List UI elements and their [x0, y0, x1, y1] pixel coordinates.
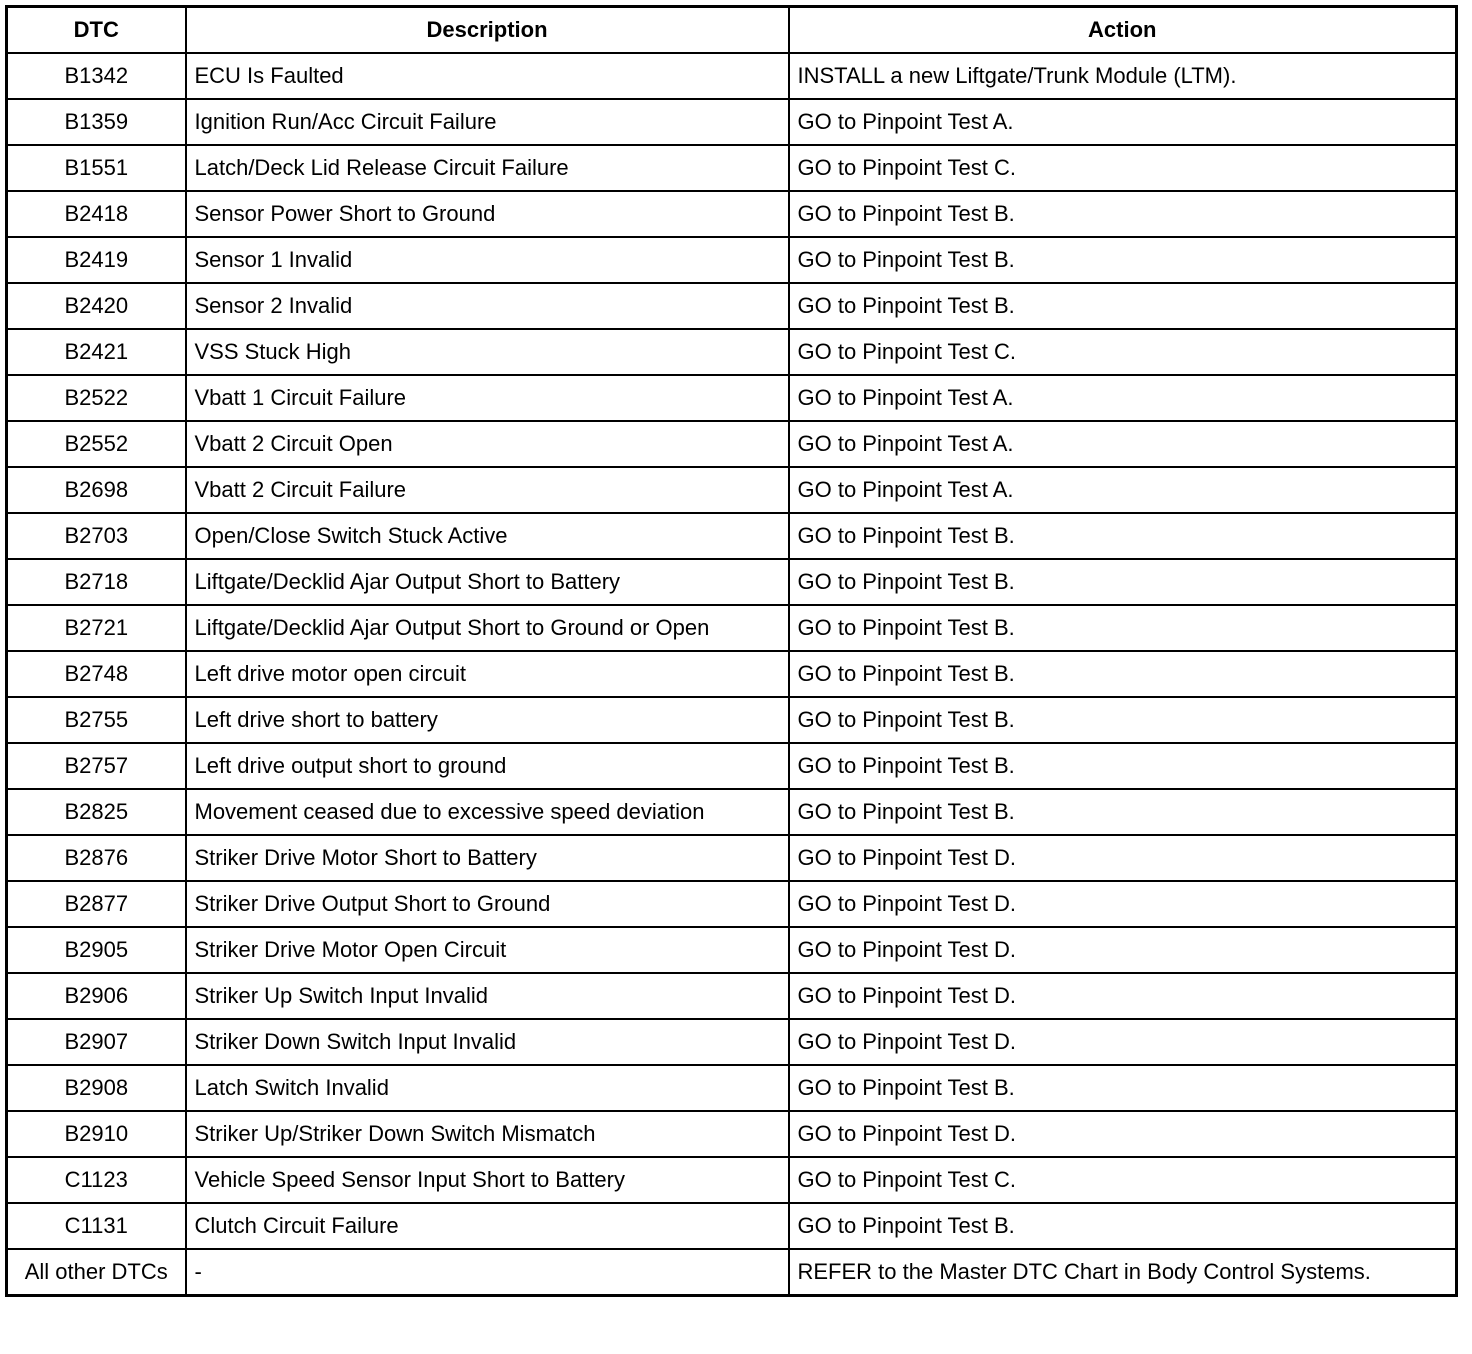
description-cell: Vbatt 1 Circuit Failure — [186, 375, 789, 421]
table-row — [7, 329, 1457, 375]
description-cell: Striker Drive Motor Short to Battery — [186, 835, 789, 881]
description-cell: Latch/Deck Lid Release Circuit Failure — [186, 145, 789, 191]
dtc-cell: B2721 — [7, 605, 186, 651]
description-cell: Liftgate/Decklid Ajar Output Short to Ground or Open — [186, 605, 789, 651]
table-row — [7, 743, 1457, 789]
header-dtc: DTC — [7, 7, 186, 54]
action-cell: GO to Pinpoint Test B. — [789, 237, 1457, 283]
table-row — [7, 99, 1457, 145]
dtc-cell: B2718 — [7, 559, 186, 605]
dtc-cell: B2908 — [7, 1065, 186, 1111]
dtc-cell: B2910 — [7, 1111, 186, 1157]
description-cell: - — [186, 1249, 789, 1296]
description-cell: Striker Down Switch Input Invalid — [186, 1019, 789, 1065]
header-action: Action — [789, 7, 1457, 54]
description-cell: Left drive motor open circuit — [186, 651, 789, 697]
dtc-cell: B2757 — [7, 743, 186, 789]
dtc-cell: B2876 — [7, 835, 186, 881]
description-cell: Striker Up Switch Input Invalid — [186, 973, 789, 1019]
action-cell: GO to Pinpoint Test A. — [789, 421, 1457, 467]
description-cell: Open/Close Switch Stuck Active — [186, 513, 789, 559]
action-cell: GO to Pinpoint Test D. — [789, 881, 1457, 927]
action-cell: GO to Pinpoint Test C. — [789, 329, 1457, 375]
action-cell: GO to Pinpoint Test A. — [789, 99, 1457, 145]
action-cell: GO to Pinpoint Test B. — [789, 191, 1457, 237]
table-row — [7, 927, 1457, 973]
dtc-cell: B2552 — [7, 421, 186, 467]
description-cell: Left drive output short to ground — [186, 743, 789, 789]
description-cell: Latch Switch Invalid — [186, 1065, 789, 1111]
table-row — [7, 835, 1457, 881]
dtc-cell: B2703 — [7, 513, 186, 559]
action-cell: GO to Pinpoint Test D. — [789, 1111, 1457, 1157]
action-cell: REFER to the Master DTC Chart in Body Control Systems. — [789, 1249, 1457, 1296]
action-cell: GO to Pinpoint Test B. — [789, 1065, 1457, 1111]
action-cell: GO to Pinpoint Test A. — [789, 467, 1457, 513]
table-row — [7, 973, 1457, 1019]
dtc-cell: B1342 — [7, 53, 186, 99]
table-row — [7, 1157, 1457, 1203]
description-cell: Striker Up/Striker Down Switch Mismatch — [186, 1111, 789, 1157]
table-row — [7, 559, 1457, 605]
table-row — [7, 1065, 1457, 1111]
dtc-cell: B2420 — [7, 283, 186, 329]
table-row — [7, 53, 1457, 99]
table-row — [7, 651, 1457, 697]
header-description: Description — [186, 7, 789, 54]
table-row — [7, 1019, 1457, 1065]
dtc-cell: B2522 — [7, 375, 186, 421]
table-row — [7, 513, 1457, 559]
dtc-cell: All other DTCs — [7, 1249, 186, 1296]
action-cell: GO to Pinpoint Test B. — [789, 743, 1457, 789]
table-row — [7, 191, 1457, 237]
action-cell: GO to Pinpoint Test B. — [789, 559, 1457, 605]
table-row — [7, 145, 1457, 191]
dtc-cell: C1131 — [7, 1203, 186, 1249]
table-row — [7, 1203, 1457, 1249]
action-cell: GO to Pinpoint Test B. — [789, 513, 1457, 559]
table-row — [7, 697, 1457, 743]
action-cell: GO to Pinpoint Test D. — [789, 973, 1457, 1019]
description-cell: Vehicle Speed Sensor Input Short to Battery — [186, 1157, 789, 1203]
dtc-cell: B2755 — [7, 697, 186, 743]
dtc-cell: B2905 — [7, 927, 186, 973]
dtc-cell: B2698 — [7, 467, 186, 513]
description-cell: Sensor 2 Invalid — [186, 283, 789, 329]
action-cell: GO to Pinpoint Test B. — [789, 789, 1457, 835]
dtc-cell: C1123 — [7, 1157, 186, 1203]
dtc-cell: B2825 — [7, 789, 186, 835]
action-cell: GO to Pinpoint Test B. — [789, 1203, 1457, 1249]
description-cell: Movement ceased due to excessive speed deviation — [186, 789, 789, 835]
description-cell: ECU Is Faulted — [186, 53, 789, 99]
dtc-cell: B2877 — [7, 881, 186, 927]
action-cell: GO to Pinpoint Test D. — [789, 1019, 1457, 1065]
header-row — [7, 7, 1457, 54]
table-row — [7, 421, 1457, 467]
table-row — [7, 467, 1457, 513]
dtc-cell: B2907 — [7, 1019, 186, 1065]
dtc-cell: B2419 — [7, 237, 186, 283]
dtc-cell: B1551 — [7, 145, 186, 191]
table-row — [7, 283, 1457, 329]
action-cell: GO to Pinpoint Test B. — [789, 283, 1457, 329]
description-cell: Striker Drive Output Short to Ground — [186, 881, 789, 927]
action-cell: INSTALL a new Liftgate/Trunk Module (LTM). — [789, 53, 1457, 99]
dtc-cell: B2421 — [7, 329, 186, 375]
table-row — [7, 1249, 1457, 1296]
description-cell: Sensor Power Short to Ground — [186, 191, 789, 237]
dtc-table — [5, 5, 1458, 1297]
table-row — [7, 375, 1457, 421]
description-cell: Ignition Run/Acc Circuit Failure — [186, 99, 789, 145]
table-row — [7, 237, 1457, 283]
action-cell: GO to Pinpoint Test D. — [789, 835, 1457, 881]
action-cell: GO to Pinpoint Test C. — [789, 145, 1457, 191]
description-cell: Left drive short to battery — [186, 697, 789, 743]
table-row — [7, 605, 1457, 651]
table-row — [7, 789, 1457, 835]
description-cell: Striker Drive Motor Open Circuit — [186, 927, 789, 973]
description-cell: VSS Stuck High — [186, 329, 789, 375]
dtc-cell: B2906 — [7, 973, 186, 1019]
dtc-cell: B1359 — [7, 99, 186, 145]
description-cell: Liftgate/Decklid Ajar Output Short to Battery — [186, 559, 789, 605]
description-cell: Vbatt 2 Circuit Open — [186, 421, 789, 467]
dtc-cell: B2418 — [7, 191, 186, 237]
action-cell: GO to Pinpoint Test B. — [789, 605, 1457, 651]
table-row — [7, 1111, 1457, 1157]
action-cell: GO to Pinpoint Test C. — [789, 1157, 1457, 1203]
action-cell: GO to Pinpoint Test B. — [789, 697, 1457, 743]
description-cell: Vbatt 2 Circuit Failure — [186, 467, 789, 513]
description-cell: Clutch Circuit Failure — [186, 1203, 789, 1249]
action-cell: GO to Pinpoint Test D. — [789, 927, 1457, 973]
action-cell: GO to Pinpoint Test B. — [789, 651, 1457, 697]
table-row — [7, 881, 1457, 927]
description-cell: Sensor 1 Invalid — [186, 237, 789, 283]
dtc-cell: B2748 — [7, 651, 186, 697]
action-cell: GO to Pinpoint Test A. — [789, 375, 1457, 421]
